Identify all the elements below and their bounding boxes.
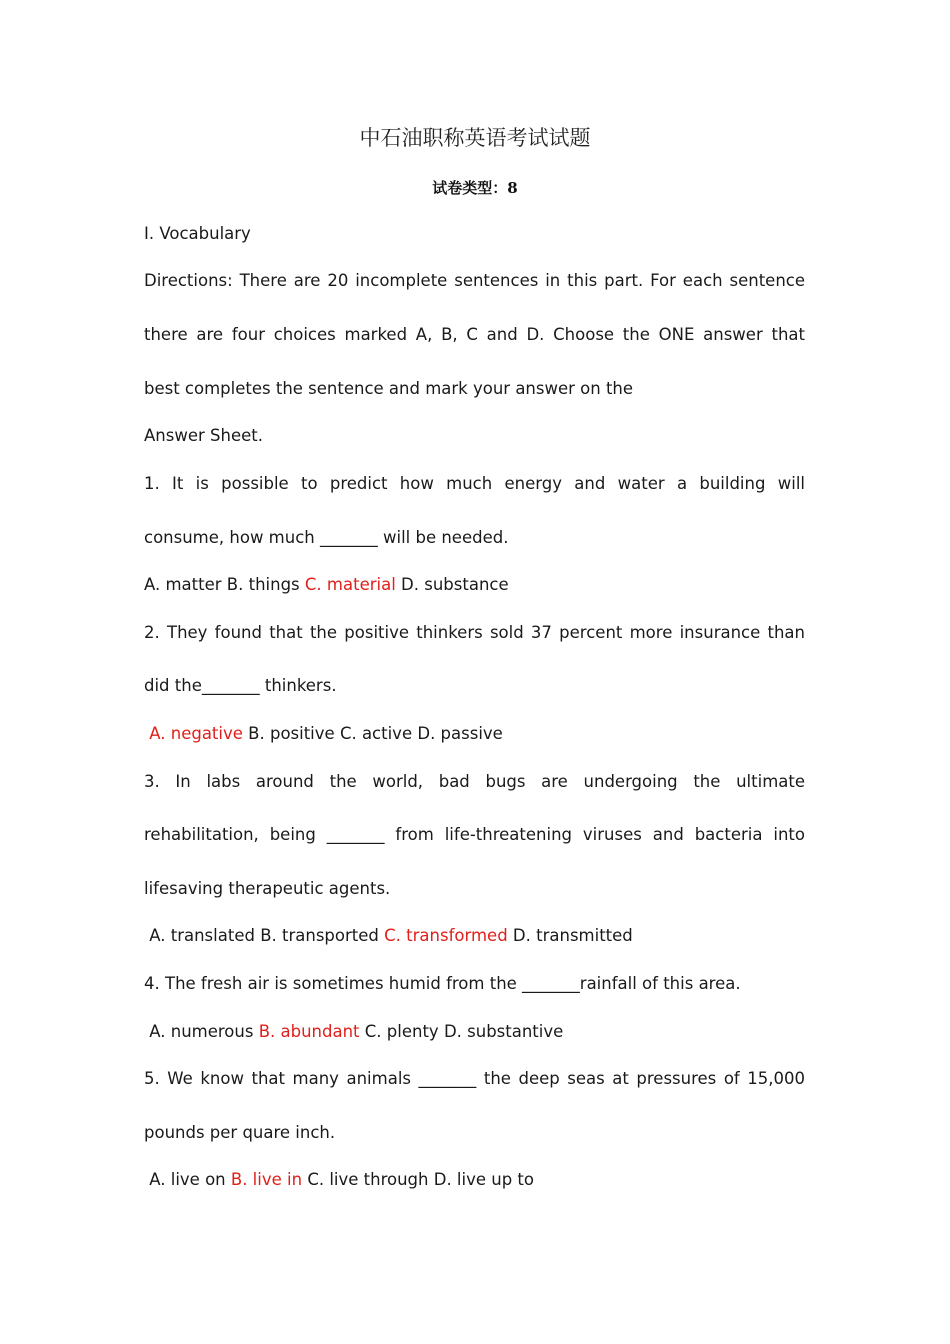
option-a: A. numerous (149, 1022, 254, 1041)
option-c-answer: C. transformed (384, 926, 508, 945)
option-a: A. matter (144, 575, 222, 594)
option-b-answer: B. abundant (258, 1022, 360, 1041)
option-c: C. plenty (364, 1022, 439, 1041)
option-b-answer: B. live in (230, 1170, 303, 1189)
option-d: D. passive (417, 724, 503, 743)
option-c-answer: C. material (304, 575, 396, 594)
option-d: D. substantive (443, 1022, 564, 1041)
option-b: B. transported (260, 926, 379, 945)
option-d: D. live up to (433, 1170, 534, 1189)
exam-type: 试卷类型：8 (432, 179, 518, 197)
question-text: 3. In labs around the world, bad bugs are undergoing the ultimate (144, 772, 805, 791)
question-text: rehabilitation, being _______ from life-threatening viruses and bacteria into (144, 825, 805, 844)
question-text: 1. It is possible to predict how much energy and water a building will (144, 474, 805, 493)
option-b: B. positive (248, 724, 335, 743)
question-text: lifesaving therapeutic agents. (144, 879, 391, 898)
option-a: A. translated (149, 926, 255, 945)
directions-line: there are four choices marked A, B, C and D. Choose the ONE answer that (144, 325, 805, 344)
page-title: 中石油职称英语考试试题 (359, 126, 591, 150)
question-text: 5. We know that many animals _______ the deep seas at pressures of 15,000 (144, 1069, 805, 1088)
option-a-answer: A. negative (149, 724, 243, 743)
directions-line: Directions: There are 20 incomplete sentences in this part. For each sentence (144, 271, 805, 290)
option-c: C. active (339, 724, 413, 743)
question-text: 4. The fresh air is sometimes humid from the _______rainfall of this area. (144, 974, 741, 993)
options-row (144, 926, 805, 946)
options-row (144, 1170, 805, 1190)
question-text: did the_______ thinkers. (144, 676, 337, 695)
option-d: D. substance (401, 575, 509, 594)
options-row (144, 575, 805, 595)
question-text: 2. They found that the positive thinkers sold 37 percent more insurance than (144, 623, 805, 642)
question-text: consume, how much _______ will be needed. (144, 528, 509, 547)
options-row (144, 1022, 805, 1042)
directions-line: best completes the sentence and mark your answer on the (144, 379, 634, 398)
option-a: A. live on (149, 1170, 226, 1189)
options-row (144, 724, 805, 744)
option-b: B. things (226, 575, 300, 594)
option-d: D. transmitted (512, 926, 633, 945)
option-c: C. live through (307, 1170, 429, 1189)
question-text: pounds per quare inch. (144, 1123, 336, 1142)
directions-line: Answer Sheet. (144, 426, 263, 445)
section-heading: I. Vocabulary (144, 224, 251, 243)
